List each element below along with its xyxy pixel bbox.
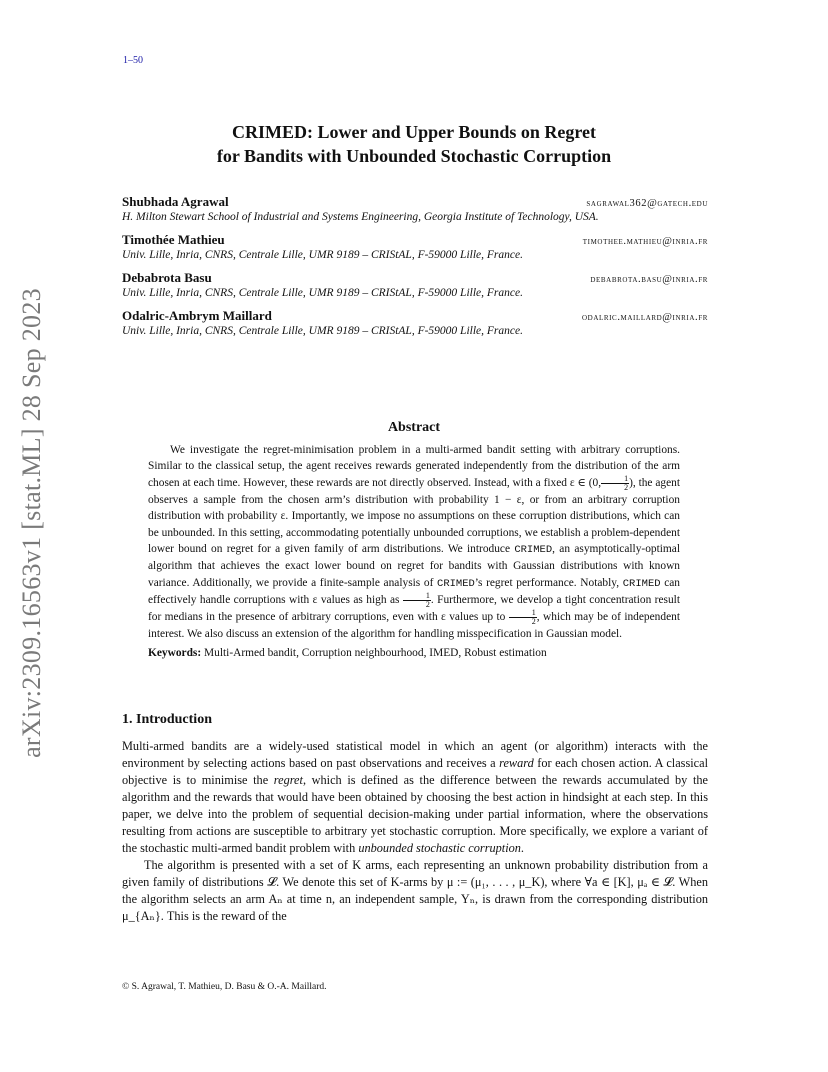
intro-paragraph: Multi-armed bandits are a widely-used statistical model in which an agent (or algorithm) interacts with the environment by selecting actions based on past observations and receives a reward for each chosen action. A classical objective is to minimise the regret, which is defined as the difference between the rewards accumulated by the algorithm and the rewards that would have been obtained by choosing the best action in hindsight at each step. In this paper, we delve into the problem of sequential decision-making under partial information, where the observations resulting from actions are susceptible to arbitrary yet stochastic corruption. More specifically, we explore a variant of the stochastic multi-armed bandit problem with unbounded stochastic corruption. — [122, 739, 708, 855]
abstract-text: ), the agent observes a sample from the chosen arm’s distribution with probability 1 − ε, or from an arbitrary corruption distribution with probability ε. Importantly, we impose no assumptions on these corruption distributions, which can be unbounded. In this setting, accommodating potentially unbounded corruptions, we establish a problem-dependent lower bound on regret for a given family of arm distributions. We introduce — [148, 476, 681, 556]
author-affiliation: Univ. Lille, Inria, CNRS, Centrale Lille, UMR 9189 – CRIStAL, F-59000 Lille, France. — [122, 249, 523, 261]
author-email[interactable]: timothee.mathieu@inria.fr — [582, 236, 708, 247]
algorithm-name: CRIMED — [437, 577, 475, 590]
algorithm-name: CRIMED — [622, 577, 661, 590]
paper-title — [0, 120, 828, 168]
fraction-one-half: $\frac{1}{2}$ — [509, 609, 537, 626]
author-name: Timothée Mathieu — [122, 232, 225, 247]
author-entry — [122, 308, 708, 339]
emphasis-unbounded-corruption: unbounded stochastic corruption — [358, 841, 521, 855]
abstract-text: We investigate the regret-minimisation problem in a multi-armed bandit setting with arbitrary corruptions. Similar to the classical setup, the agent receives rewards generated independently from the distribution of the arm chosen at each time. However, these rewards are not directly observed. Instead, with a fixed ε ∈ (0, — [148, 444, 680, 489]
title-line-1: CRIMED: Lower and Upper Bounds on Regret — [231, 122, 597, 142]
abstract-text: ’s regret performance. Notably, — [474, 576, 623, 589]
abstract-paragraph — [148, 442, 680, 643]
author-name: Odalric-Ambrym Maillard — [122, 308, 272, 323]
algorithm-name: CRIMED — [514, 544, 553, 557]
author-affiliation: Univ. Lille, Inria, CNRS, Centrale Lille, UMR 9189 – CRIStAL, F-59000 Lille, France. — [122, 325, 523, 337]
abstract-body — [148, 442, 680, 661]
arxiv-identifier: arXiv:2309.16563v1 [stat.ML] 28 Sep 2023 — [17, 288, 46, 758]
fraction-one-half: $\frac{1}{2}$ — [601, 475, 629, 492]
arxiv-stamp — [2, 283, 62, 763]
keywords-list: Multi-Armed bandit, Corruption neighbourhood, IMED, Robust estimation — [204, 646, 547, 659]
author-entry — [122, 194, 708, 225]
author-affiliation: H. Milton Stewart School of Industrial and Systems Engineering, Georgia Institute of Technology, USA. — [122, 211, 599, 223]
author-entry — [122, 270, 708, 301]
keywords — [148, 645, 680, 661]
copyright-footer: © S. Agrawal, T. Mathieu, D. Basu & O.-A. Maillard. — [122, 982, 327, 992]
title-line-2: for Bandits with Unbounded Stochastic Corruption — [216, 146, 612, 166]
author-email[interactable]: odalric.maillard@inria.fr — [582, 312, 708, 323]
abstract-text: , an asymptotically-optimal algorithm that achieves the exact lower bound on regret for bandits with Gaussian distributions with known variance. Additionally, we provide a finite-sample analysis of — [148, 543, 680, 589]
fraction-one-half: $\frac{1}{2}$ — [403, 592, 431, 609]
author-affiliation: Univ. Lille, Inria, CNRS, Centrale Lille, UMR 9189 – CRIStAL, F-59000 Lille, France. — [122, 287, 523, 299]
author-name: Shubhada Agrawal — [122, 194, 229, 209]
emphasis-regret: regret — [273, 773, 303, 787]
section-heading: 1. Introduction — [122, 712, 212, 727]
introduction-body — [122, 738, 708, 925]
author-block — [122, 194, 708, 346]
abstract-text: , which may be of independent interest. We also discuss an extension of the algorithm for handling misspecification in Gaussian model. — [148, 611, 680, 641]
abstract-text: can effectively handle corruptions with ε values as high as — [148, 576, 681, 607]
author-email[interactable]: debabrota.basu@inria.fr — [590, 274, 708, 285]
keywords-label: Keywords: — [148, 646, 202, 659]
author-email[interactable]: sagrawal362@gatech.edu — [586, 198, 708, 209]
author-entry — [122, 232, 708, 263]
page-range: 1–50 — [123, 55, 143, 66]
emphasis-reward: reward — [499, 756, 534, 770]
abstract-heading: Abstract — [387, 420, 441, 435]
intro-paragraph: The algorithm is presented with a set of K arms, each representing an unknown probability distribution from a given family of distributions 𝓛. We denote this set of K-arms by μ := (μ₁, . . . , μ_K), where ∀a ∈ [K], μₐ ∈ 𝓛. When the algorithm selects an arm Aₙ at time n, an independent sample, Yₙ, is drawn from the corresponding distribution μ_{Aₙ}. This is the reward of the — [122, 858, 708, 923]
abstract-text: . Furthermore, we develop a tight concentration result for medians in the presence of arbitrary corruptions, even with ε values up to — [148, 594, 680, 624]
author-name: Debabrota Basu — [122, 270, 212, 285]
